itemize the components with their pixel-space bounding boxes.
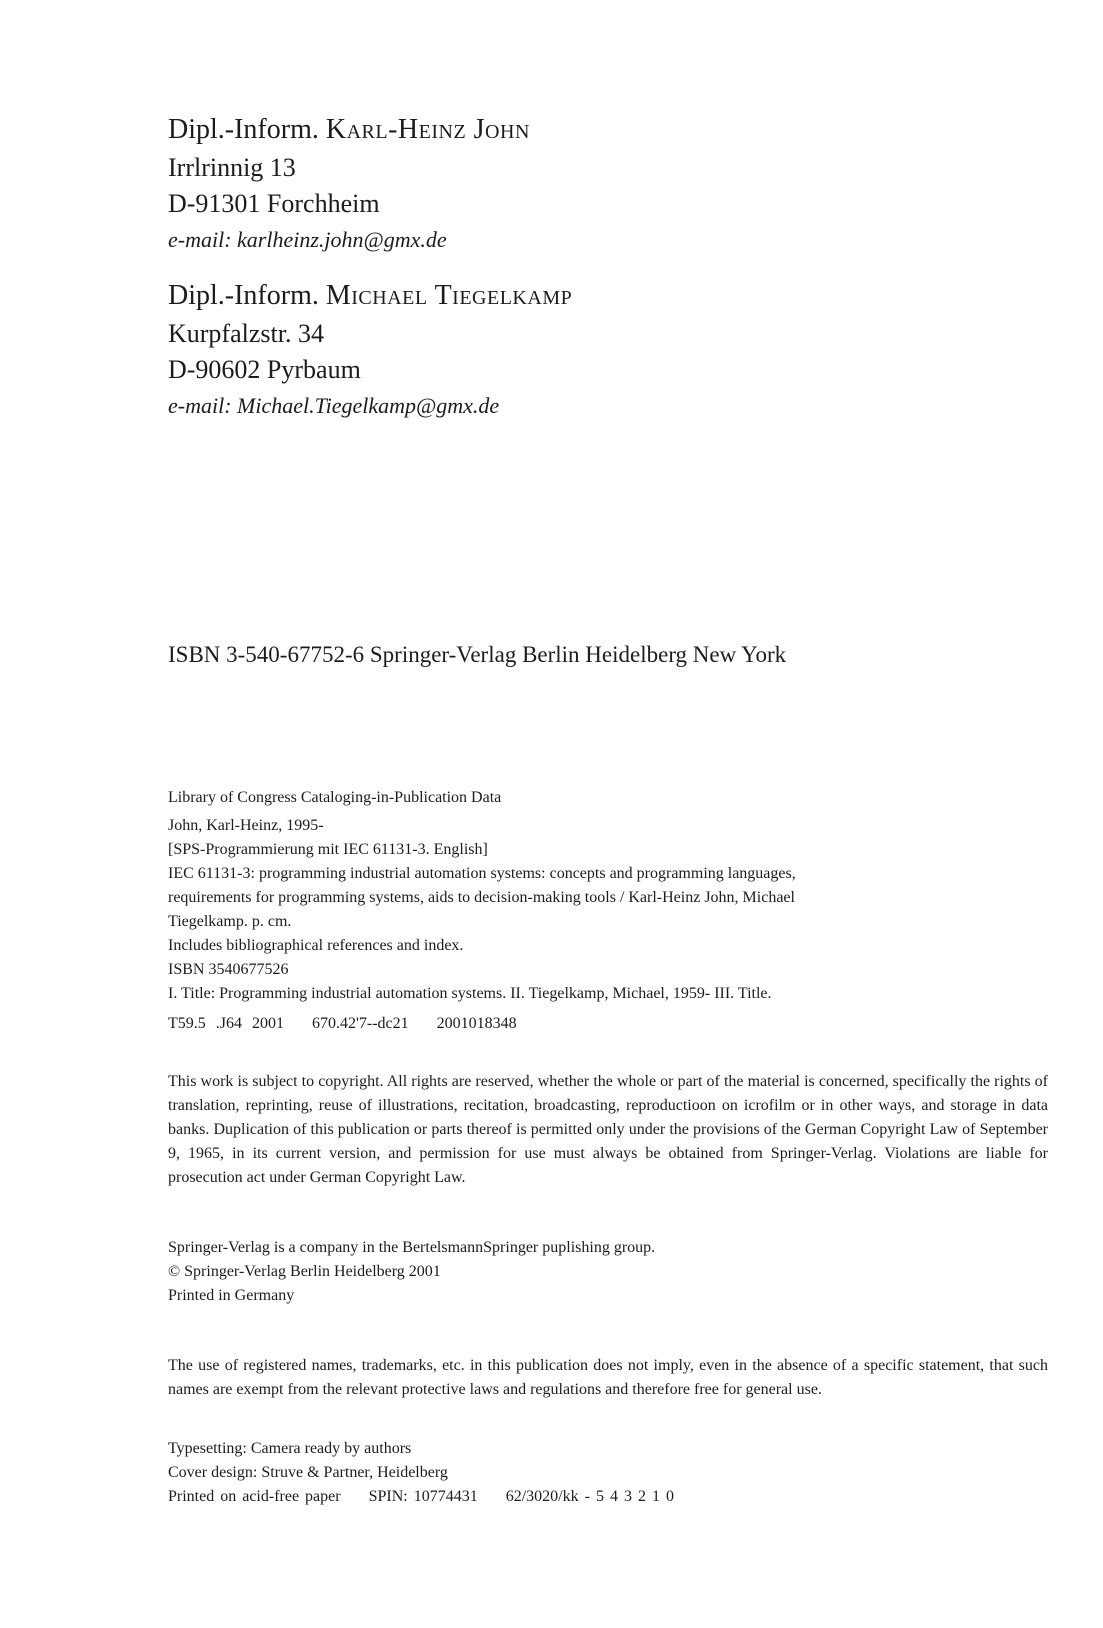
author-name: Karl-Heinz John — [325, 114, 530, 145]
print-code: 62/3020/kk - 5 4 3 2 1 0 — [505, 1488, 674, 1505]
author-email: e-mail: Michael.Tiegelkamp@gmx.de — [168, 393, 500, 418]
cip-line: [SPS-Programmierung mit IEC 61131-3. English] — [168, 841, 488, 858]
typesetting-line: Typesetting: Camera ready by authors — [168, 1440, 412, 1457]
lccn: 2001018348 — [436, 1015, 517, 1032]
cover-design-line: Cover design: Struve & Partner, Heidelberg — [168, 1464, 448, 1481]
production-info — [168, 1437, 1048, 1509]
dewey-number: 670.42'7--dc21 — [312, 1015, 409, 1032]
cip-line: Tiegelkamp. p. cm. — [168, 913, 292, 930]
trademarks-notice: The use of registered names, trademarks, etc. in this publication does not imply, even in the absence of a specific statement, that such names are exempt from the relevant protective laws and regulations and therefore free for general use. — [168, 1357, 1048, 1398]
author-title-prefix: Dipl.-Inform. — [168, 114, 319, 145]
cip-line: I. Title: Programming industrial automation systems. II. Tiegelkamp, Michael, 1959- III. Title. — [168, 985, 772, 1002]
author-name-line — [168, 276, 572, 316]
copyright-line: © Springer-Verlag Berlin Heidelberg 2001 — [168, 1263, 441, 1280]
printing-line — [168, 1485, 1048, 1509]
author-street: Irrlrinnig 13 — [168, 153, 296, 182]
author-address-1 — [168, 110, 530, 258]
isbn-line: ISBN 3-540-67752-6 Springer-Verlag Berlin Heidelberg New York — [168, 642, 787, 667]
cip-line: requirements for programming systems, aids to decision-making tools / Karl-Heinz John, Michael — [168, 889, 795, 906]
cip-data-block — [168, 786, 1028, 1036]
call-number: T59.5 .J64 2001 — [168, 1015, 284, 1032]
printed-in-line: Printed in Germany — [168, 1287, 295, 1304]
author-name: Michael Tiegelkamp — [325, 280, 573, 311]
author-city: D-90602 Pyrbaum — [168, 355, 361, 384]
author-street: Kurpfalzstr. 34 — [168, 319, 324, 348]
author-email: e-mail: karlheinz.john@gmx.de — [168, 227, 447, 252]
author-name-line — [168, 110, 530, 150]
cip-line: IEC 61131-3: programming industrial automation systems: concepts and programming languages, — [168, 865, 796, 882]
author-title-prefix: Dipl.-Inform. — [168, 280, 319, 311]
cip-call-number-line — [168, 1012, 1028, 1036]
copyright-notice: This work is subject to copyright. All rights are reserved, whether the whole or part of the material is concerned, specifically the rights of translation, reprinting, reuse of illustrations, recitation, broadcasting, reproductioon on icrofilm or in other ways, and storage in data banks. Duplication of this publication or parts thereof is permitted only under the provisions of the German Copyright Law of September 9, 1965, in its current version, and permission for use must always be obtained from Springer-Verlag. Violations are liable for prosecution act under German Copyright Law. — [168, 1073, 1048, 1186]
cip-line: Includes bibliographical references and index. — [168, 937, 464, 954]
publisher-line: Springer-Verlag is a company in the BertelsmannSpringer puplishing group. — [168, 1239, 656, 1256]
cip-heading: Library of Congress Cataloging-in-Publication Data — [168, 789, 502, 806]
author-address-2 — [168, 276, 572, 424]
publisher-info — [168, 1236, 1048, 1308]
spin-number: SPIN: 10774431 — [368, 1488, 478, 1505]
paper-note: Printed on acid-free paper — [168, 1488, 341, 1505]
cip-line: John, Karl-Heinz, 1995- — [168, 817, 324, 834]
cip-line: ISBN 3540677526 — [168, 961, 289, 978]
author-city: D-91301 Forchheim — [168, 189, 380, 218]
